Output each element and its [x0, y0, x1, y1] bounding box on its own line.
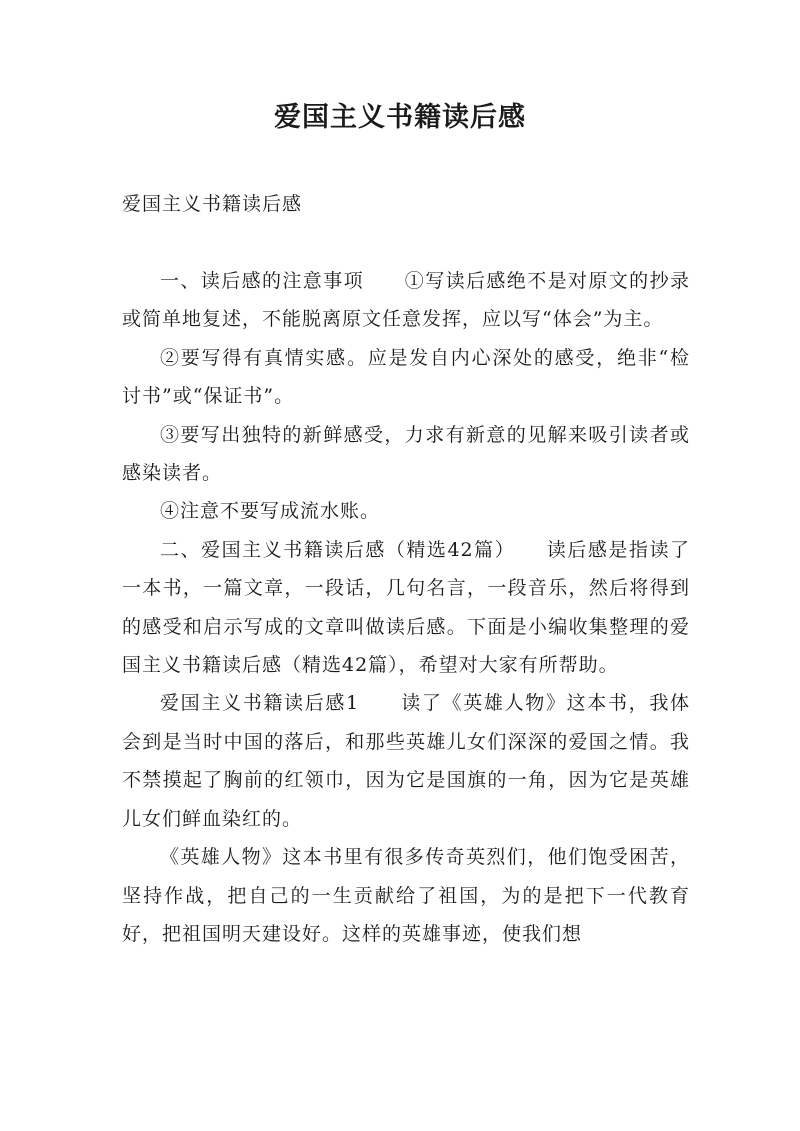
document-body	[122, 262, 690, 953]
paragraph-section-2: 二、爱国主义书籍读后感（精选42篇） 读后感是指读了一本书，一篇文章，一段话，几句名言，一段音乐，然后将得到的感受和启示写成的文章叫做读后感。下面是小编收集整理的爱国主义书籍读后感（精选42篇），希望对大家有所帮助。	[122, 538, 690, 677]
paragraph-notes-intro: 一、读后感的注意事项 ①写读后感绝不是对原文的抄录或简单地复述，不能脱离原文任意发挥，应以写“体会”为主。	[122, 270, 690, 331]
paragraph-note-3: ③要写出独特的新鲜感受，力求有新意的见解来吸引读者或感染读者。	[122, 423, 690, 485]
paragraph-essay-1: 爱国主义书籍读后感1 读了《英雄人物》这本书，我体会到是当时中国的落后，和那些英雄儿女们深深的爱国之情。我不禁摸起了胸前的红领巾，因为它是国旗的一角，因为它是英雄儿女们鲜血染红的。	[122, 692, 690, 830]
paragraph-note-2: ②要写得有真情实感。应是发自内心深处的感受，绝非“检讨书”或“保证书”。	[122, 346, 690, 408]
document-title: 爱国主义书籍读后感	[274, 102, 526, 133]
paragraph-note-4: ④注意不要写成流水账。	[160, 500, 381, 523]
document-subtitle: 爱国主义书籍读后感	[122, 193, 303, 215]
paragraph-essay-1-cont: 《英雄人物》这本书里有很多传奇英烈们，他们饱受困苦，坚持作战，把自己的一生贡献给了祖国，为的是把下一代教育好，把祖国明天建设好。这样的英雄事迹，使我们想	[122, 846, 690, 945]
